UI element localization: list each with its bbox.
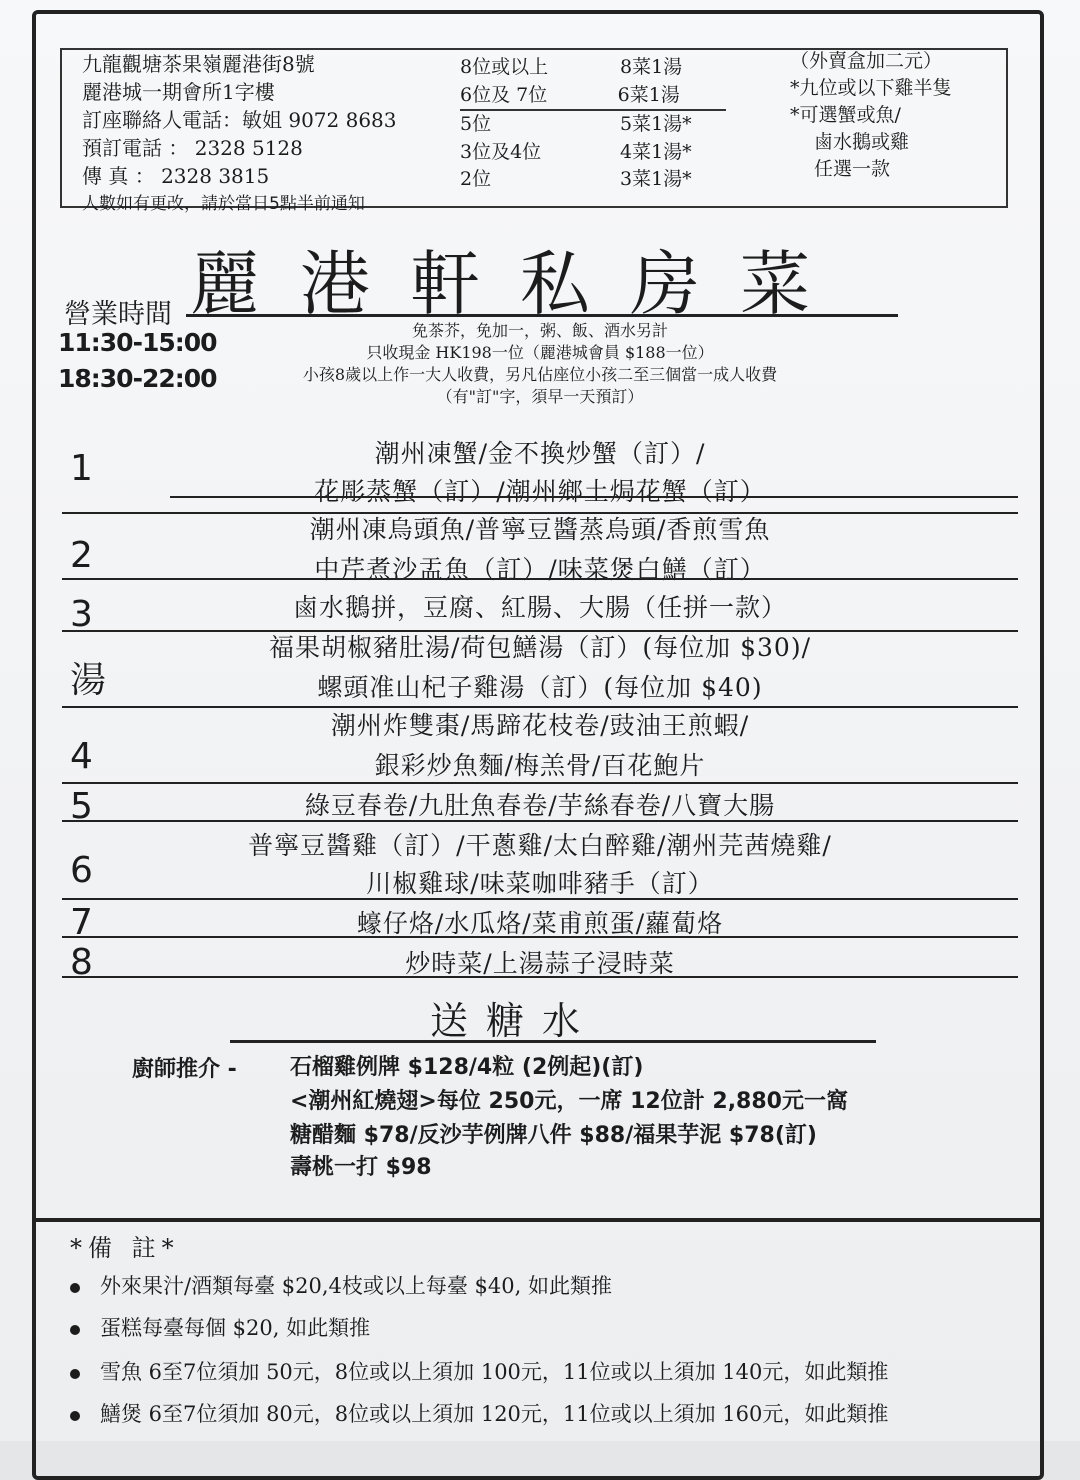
address-line: 九龍觀塘茶果嶺麗港街8號 (82, 52, 315, 76)
contact-info (82, 50, 397, 218)
booking-phone: 預訂電話 ： 2328 5128 (82, 136, 303, 160)
party-course: 3菜1湯* (620, 168, 692, 190)
section-number: 6 (70, 850, 93, 891)
section-number: 5 (70, 786, 93, 827)
section-divider (62, 512, 1018, 514)
bullet-icon (70, 1283, 80, 1293)
note-line: （外賣盒加二元） (790, 50, 943, 72)
contact-phone: 訂座聯絡人電話：敏姐 9072 8683 (82, 108, 397, 132)
dish-line: 花彫蒸蟹（訂）/潮州鄉土焗花蟹（訂） (314, 477, 766, 506)
note-item (70, 1356, 888, 1386)
party-size-table (460, 54, 730, 194)
dish-line: 川椒雞球/味菜咖啡豬手（訂） (366, 869, 714, 898)
dish-line: 螺頭准山杞子雞湯（訂）(每位加 $40) (317, 673, 763, 702)
note-text: 外來果汁/酒類每臺 $20,4枝或以上每臺 $40, 如此類推 (100, 1274, 612, 1298)
note-line: *可選蟹或魚/ (790, 104, 901, 126)
bullet-icon (70, 1369, 80, 1379)
dish-line: 潮州凍蟹/金不換炒蟹（訂）/ (374, 439, 706, 468)
dessert-underline (230, 1040, 876, 1043)
hours-dinner: 18:30-22:00 (58, 364, 217, 393)
dish-line: 銀彩炒魚麵/梅羔骨/百花鮑片 (374, 751, 706, 780)
hours-label: 營業時間 (64, 299, 172, 330)
section-divider (62, 820, 1018, 822)
notes-divider (32, 1218, 1044, 1222)
note-item (70, 1398, 888, 1428)
note-line: *九位或以下雞半隻 (790, 77, 952, 99)
address-line: 麗港城一期會所1字樓 (82, 80, 275, 104)
note-line: 任選一款 (814, 158, 891, 180)
section-number: 2 (70, 535, 93, 576)
note-text: 鱔煲 6至7位須加 80元，8位或以上須加 120元，11位或以上須加 160元，如此類推 (100, 1402, 889, 1426)
party-size-row (460, 82, 726, 112)
bullet-icon (70, 1411, 80, 1421)
notes-title: *備 註* (70, 1234, 180, 1262)
party-people: 6位及 7位 (460, 83, 548, 106)
chef-item: 壽桃一打 $98 (290, 1155, 432, 1180)
party-people: 2位 (460, 168, 492, 190)
takeaway-notes (790, 48, 952, 183)
section-number: 8 (70, 942, 93, 983)
section-divider (62, 578, 1018, 580)
dish-line: 綠豆春卷/九肚魚春卷/芋絲春卷/八寶大腸 (304, 791, 776, 820)
pricing-info (200, 320, 880, 408)
party-size-row (460, 139, 730, 167)
party-course: 6菜1湯 (617, 83, 680, 106)
dish-line: 中芹煮沙盂魚（訂）/味菜煲白鱔（訂） (314, 555, 766, 584)
section-divider (62, 976, 1018, 978)
change-notice: 人數如有更改，請於當日5點半前通知 (82, 194, 365, 214)
restaurant-title: 麗港軒私房菜 (190, 243, 850, 325)
note-line: 鹵水鵝或雞 (814, 131, 910, 153)
dish-line: 潮州凍烏頭魚/普寧豆醬蒸烏頭/香煎雪魚 (309, 515, 771, 544)
hours-lunch: 11:30-15:00 (58, 328, 217, 357)
party-course: 4菜1湯* (620, 140, 692, 163)
party-people: 8位或以上 (460, 56, 549, 78)
info-line: （有"訂"字，須早一天預訂） (436, 387, 644, 406)
fax: 傳 真 ： 2328 3815 (82, 164, 270, 188)
note-text: 雪魚 6至7位須加 50元，8位或以上須加 100元，11位或以上須加 140元，如此類推 (100, 1360, 889, 1384)
section-divider (62, 782, 1018, 784)
section-divider (62, 936, 1018, 938)
dish-line: 鹵水鵝拼，豆腐、紅腸、大腸（任拼一款） (292, 593, 787, 622)
party-course: 5菜1湯* (620, 113, 692, 135)
party-size-row (460, 54, 730, 82)
chef-label: 廚師推介 - (132, 1057, 237, 1082)
chef-item: <潮州紅燒翅>每位 250元，一席 12位計 2,880元一窩 (290, 1089, 848, 1114)
bullet-icon (70, 1325, 80, 1335)
chef-item: 石榴雞例牌 $128/4粒 (2例起)(訂) (290, 1055, 644, 1080)
info-line: 小孩8歲以上作一大人收費，另凡佔座位小孩二至三個當一成人收費 (302, 365, 778, 384)
dish-line: 潮州炸雙棗/馬蹄花枝卷/豉油王煎蝦/ (330, 711, 750, 740)
party-course: 8菜1湯 (620, 56, 683, 78)
section-number: 4 (70, 736, 93, 777)
note-text: 蛋糕每臺每個 $20, 如此類推 (100, 1316, 371, 1340)
note-item (70, 1312, 370, 1342)
chef-item: 糖醋麵 $78/反沙芋例牌八件 $88/福果芋泥 $78(訂) (290, 1123, 817, 1148)
dish-line: 普寧豆醬雞（訂）/干蔥雞/太白醉雞/潮州芫茜燒雞/ (248, 831, 832, 860)
section-number: 7 (70, 902, 93, 943)
dish-line: 福果胡椒豬肚湯/荷包鱔湯（訂）(每位加 $30)/ (268, 633, 812, 662)
section-number: 1 (70, 448, 93, 489)
dish-line: 炒時菜/上湯蒜子浸時菜 (405, 949, 675, 978)
party-size-row (460, 111, 730, 139)
party-size-row (460, 166, 730, 194)
party-people: 3位及4位 (460, 140, 542, 163)
party-people: 5位 (460, 113, 492, 135)
section-divider (62, 898, 1018, 900)
section-number: 湯 (70, 660, 107, 701)
section-number: 3 (70, 594, 93, 635)
section-divider (170, 496, 1018, 498)
complimentary-dessert: 送糖水 (430, 999, 599, 1043)
info-line: 免茶芥，免加一，粥、飯、酒水另計 (411, 321, 668, 340)
info-line: 只收現金 HK198一位（麗港城會員 $188一位） (366, 343, 714, 362)
note-item (70, 1270, 612, 1300)
dish-line: 蠔仔烙/水瓜烙/菜甫煎蛋/蘿蔔烙 (356, 909, 724, 938)
title-underline (186, 314, 898, 317)
